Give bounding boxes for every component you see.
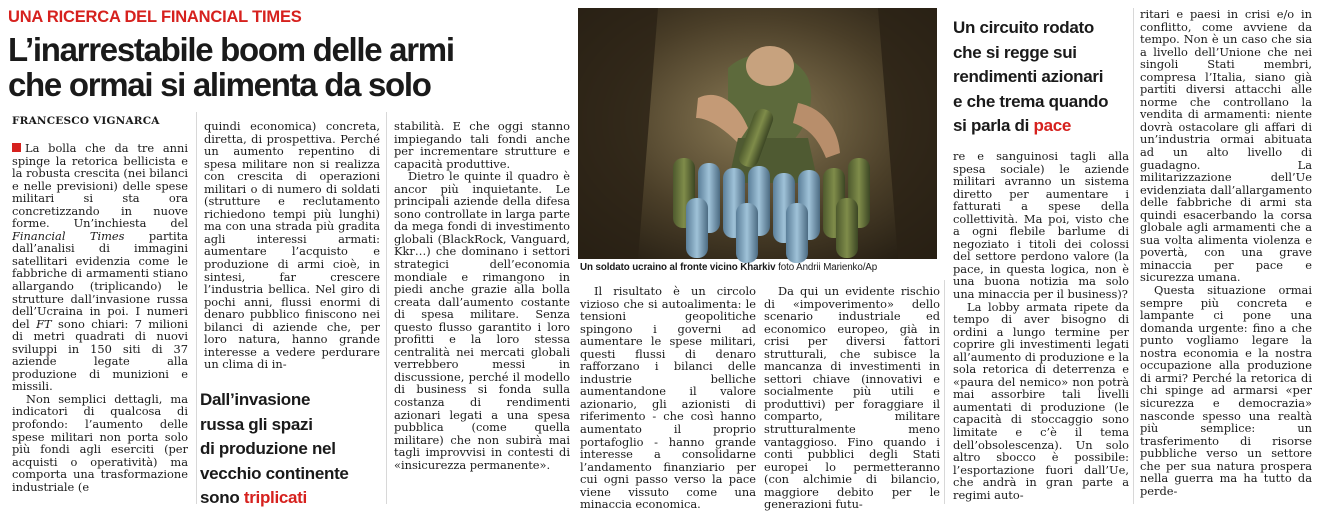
article-column-7 [1140,8,1312,504]
column-divider [196,112,197,504]
article-column-3 [394,120,570,504]
subheadline-1: Dall’invasione russa gli spazi di produzione nel vecchio continente sono triplicati [200,390,349,507]
paragraph: re e sanguinosi tagli alla spesa sociale) le aziende militari avranno un sistema diretto per aumentare i fatturati a spese della collettività. Ma poi, visto che a ogni flebile barlume di negoziato i titoli dei colossi del settore perdono valore (la pace, in questa logica, non è una buona notizia ma solo una minaccia per il business)? [953,149,1129,302]
article-column-4 [580,284,756,511]
paragraph: stabilità. E che oggi stanno impiegando tali fondi anche per incrementare strutture e capacità produttive. [394,119,570,171]
byline: FRANCESCO VIGNARCA [12,115,160,127]
paragraph: Il risultato è un circolo vizioso che si autoalimenta: le tensioni geopolitiche spingono i governi ad aumentare le spese militari, questi flussi di denaro rafforzano i bilanci delle industrie belliche aumentandone il valore azionario, gli azionisti di riferimento - che così hanno aumentato il proprio portafoglio - hanno grande interesse a consolidarne l’andamento finanziario per cui ogni passo verso la pace viene vissuto come una minaccia economica. [580,284,756,511]
paragraph: Questa situazione ormai sempre più concreta e lampante ci pone una domanda urgente: fino a che punto vogliamo legare la nostra economia e la nostra occupazione alla produzione di armi? Perché la retorica di chi spinge ad armarsi «per sicurezza e democrazia» nasconde spesso una realtà più semplice: un trasferimento di risorse pubbliche verso un settore che per sua natura prospera nella guerra ma ha tutto da perde- [1140,283,1312,498]
article-column-2 [204,120,380,378]
kicker: UNA RICERCA DEL FINANCIAL TIMES [8,8,302,26]
paragraph: ritari e paesi in crisi e/o in conflitto, come avviene da tempo. Non è un caso che sia a livello dell’Unione che nei singoli Stati membri, compresa l’Italia, siano già partiti diversi attacchi alle norme che controllano la vendita di armamenti: niente dovrà ostacolare gli affari di un’industria ormai abituata ad un alto livello di guadagno. La militarizzazione dell’Ue evidenziata dall’allargamento delle fabbriche di armi sta quindi esacerbando la corsa globale agli armamenti che a sua volta alimenta violenza e povertà, con una grave minaccia per pace e sicurezza umana. [1140,7,1312,285]
paragraph: Da qui un evidente rischio di «impoverimento» dello scenario industriale ed economico europeo, già in crisi per diversi fattori strutturali, che subisce la mancanza di investimenti in settori chiave (innovativi e socialmente più utili e produttivi) per foraggiare il comparto, militare strutturalmente meno vantaggioso. Fino quando i conti pubblici degli Stati europei lo permetteranno (con alchimie di bilancio, maggiore debito per le generazioni futu- [764,284,940,511]
paragraph: Non semplici dettagli, ma indicatori di qualcosa di profondo: l’aumento delle spese militari non porta solo più fondi agli eserciti (per acquisti o operatività) ma comporta una trasformazione industriale (e [12,391,188,494]
article-column-1 [12,142,188,504]
paragraph: La bolla che da tre anni spinge la retorica bellicista e la robusta crescita (nei bilanci e nelle previsioni) delle spese militari si sta ora concretizzando in nuove forme. Un’inchiesta del Financial Times partita dall’analisi di immagini satellitari evidenzia come le fabbriche di armamenti stiano allargando (triplicando) le strutture dall’invasione russa dell’Ucraina in poi. I numeri del FT sono chiari: 7 milioni di metri quadrati di nuovi sviluppi in 150 siti di 37 aziende legate alla produzione di munizioni e missili. [12,141,188,394]
headline [8,32,568,102]
article-photo [578,8,937,259]
paragraph: Dietro le quinte il quadro è ancor più inquietante. Le principali aziende della difesa sono controllate in larga parte da mega fondi di investimento globali (BlackRock, Vanguard, Kkr…) che dominano i settori strategici dell’economia mondiale e rimangono in piedi anche grazie alla bolla creata dall’aumento costante di spesa militare. Senza questo flusso garantito i loro profitti e la loro stessa centralità nei mercati globali verrebbero messi in discussione, perché il modello di business si fonda sulla costanza di rendimenti azionari legati a una spesa pubblica (come quella militare) che non subirà mai tagli improvvisi in contesti di «insicurezza permanente». [394,169,571,472]
soldier-photo-icon [578,8,937,259]
paragraph: La lobby armata ripete da tempo di aver bisogno di ordini a lungo termine per coprire gli investimenti legati all’aumento di produzione e la sola retorica di deterrenza e «paura del nemico» non potrà mai assorbire tali livelli aumentati di produzione (le capacità di stoccaggio sono limitate e c’è il tema dell’obsolescenza). Un solo altro sbocco è possibile: l’esportazione fuori dall’Ue, che andrà in gran parte a regimi auto- [953,299,1129,502]
column-divider [944,280,945,504]
article-column-5 [764,284,940,511]
article-column-6 [953,150,1129,504]
paragraph: quindi economica) concreta, diretta, di prospettiva. Perché un aumento repentino di spesa militare non si realizza con crescita di operazioni militari o di numero di soldati (strutture e reclutamento richiedono tempi più lunghi) ma con una strada più gradita agli interessi armati: aumentare l’acquisto e produzione di armi cioè, in sintesi, far crescere l’industria bellica. Nel giro di pochi anni, flussi enormi di denaro pubblico finiscono nei bilanci di aziende che, per loro natura, hanno grande interesse a vedere perdurare un clima di in- [204,119,380,372]
headline-line: L’inarrestabile boom delle armi [8,31,454,68]
section-marker-icon [12,143,21,152]
headline-line: che ormai si alimenta da solo [8,66,431,103]
subheadline-2: Un circuito rodato che si regge sui rendimenti azionari e che trema quando si parla di pace [953,18,1109,135]
photo-caption: Un soldato ucraino al fronte vicino Kharkiv foto Andrii Marienko/Ap [580,262,878,273]
